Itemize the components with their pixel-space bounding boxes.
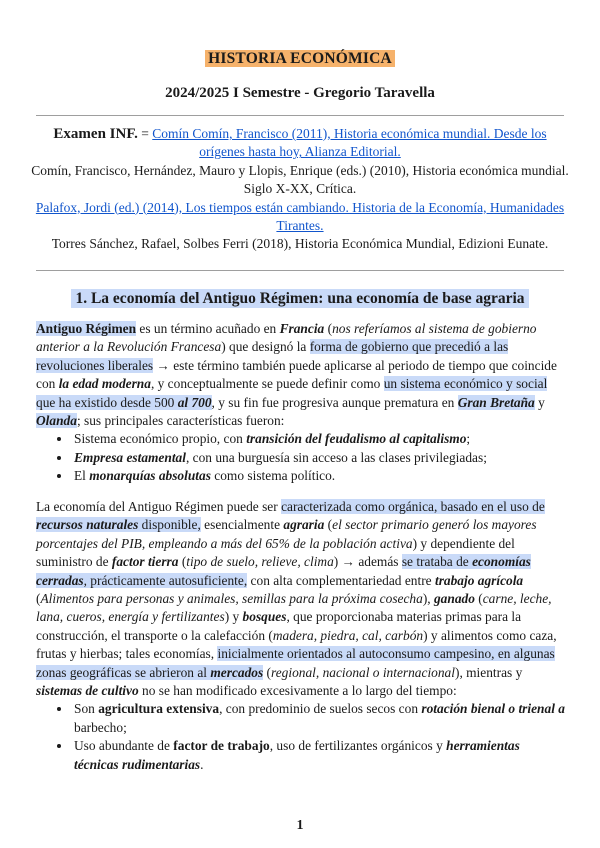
text-span: sistemas de cultivo — [36, 683, 139, 699]
text-span: , que proporcionaba materias primas para la construcción, el transporte o la calefacción ( — [36, 609, 522, 643]
text-span: el sector primario generó los mayores porcentajes del PIB, empleando a más del 65% de la población activa — [36, 517, 537, 551]
paragraph-antiguo-regimen — [36, 320, 566, 486]
text-span: ( — [178, 554, 187, 570]
text-span: ganado — [433, 591, 475, 607]
document-subtitle: 2024/2025 I Semestre - Gregorio Taravella — [165, 85, 435, 101]
text-span: barbecho; — [74, 719, 127, 735]
text-span: Antiguo Régimen — [36, 321, 137, 336]
text-span: bosques — [242, 609, 287, 625]
text-span: caracterizada como orgánica, basado en el uso de — [281, 499, 545, 514]
text-span: la edad moderna — [58, 376, 151, 392]
text-span: nos referíamos al sistema de gobierno anterior a la Revolución Francesa — [36, 321, 537, 355]
text-span: forma de gobierno que precedió a las revoluciones liberales — [36, 339, 509, 373]
page-number: 1 — [296, 818, 304, 833]
list-item — [72, 430, 566, 448]
list-item — [72, 737, 566, 774]
text-span: herramientas técnicas rudimentarias — [74, 738, 520, 772]
text-span: trabajo agrícola — [434, 572, 524, 588]
text-span: ) → además — [333, 554, 402, 570]
text-span: se trataba de — [401, 554, 473, 570]
text-span: ) y — [224, 609, 243, 625]
title-block — [0, 50, 600, 68]
text-span: El — [74, 468, 90, 484]
text-span: Francia — [279, 321, 325, 336]
text-span: ( — [324, 517, 333, 533]
text-span: Uso abundante de — [74, 738, 174, 754]
text-span: Sistema económico propio, con — [74, 431, 247, 447]
text-span: madera, piedra, cal, carbón — [272, 627, 424, 643]
text-span: transición del feudalismo al capitalismo — [246, 431, 467, 447]
text-span: carne, leche, lana, cueros, energía y fertilizantes — [36, 591, 552, 625]
section-heading: 1. La economía del Antiguo Régimen: una economía de base agraria — [71, 289, 528, 308]
reference-4: Torres Sánchez, Rafael, Solbes Ferri (2018), Historia Económica Mundial, Edizioni Eunate. — [51, 236, 549, 252]
text-span: Alimentos para personas y animales, semillas para la próxima cosecha — [40, 591, 423, 607]
list-item — [72, 449, 566, 467]
section-heading-block — [0, 290, 600, 308]
equals-sign: = — [137, 126, 153, 141]
text-span: ) que designó la — [221, 339, 310, 355]
text-span: no se han modificado excesivamente a lo largo del tiempo: — [138, 683, 457, 699]
text-span: ; — [466, 431, 471, 447]
text-span: Empresa estamental — [74, 449, 186, 465]
text-span: ), mientras y — [454, 664, 523, 680]
list-item — [72, 467, 566, 485]
text-span: factor tierra — [111, 554, 179, 570]
list-item — [72, 700, 566, 737]
reference-1 — [30, 125, 570, 162]
text-span: factor de trabajo — [173, 738, 270, 754]
text-span: al 700 — [177, 394, 212, 410]
text-span: , con predominio de suelos secos con — [219, 701, 422, 717]
text-span: disponible, — [138, 517, 201, 533]
text-span: ( — [324, 321, 333, 336]
text-span: Gran Bretaña — [457, 394, 535, 410]
text-span: ( — [36, 591, 41, 607]
text-span: regional, nacional o internacional — [271, 664, 455, 680]
text-span: recursos naturales — [36, 517, 139, 533]
document-title: HISTORIA ECONÓMICA — [205, 50, 395, 67]
text-span: , y su fin fue progresiva aunque prematura en — [211, 394, 458, 410]
references-block — [30, 125, 570, 254]
text-span: Olanda — [36, 413, 77, 429]
text-span: , con una burguesía sin acceso a las clases privilegiadas; — [185, 449, 487, 465]
text-span: es un término acuñado en — [136, 321, 280, 336]
agriculture-list — [36, 700, 566, 774]
paragraph-economia-organica — [36, 498, 566, 774]
text-span: , prácticamente autosuficiente, — [83, 572, 248, 588]
text-span: rotación bienal o trienal a — [421, 701, 565, 717]
text-span: agricultura extensiva — [98, 701, 220, 717]
divider-top — [36, 115, 564, 116]
divider-bottom — [36, 270, 564, 271]
text-span: La economía del Antiguo Régimen puede ser — [36, 499, 282, 514]
reference-link-3[interactable]: Palafox, Jordi (ed.) (2014), Los tiempos están cambiando. Historia de la Economía, Humanidades Tirantes. — [35, 199, 565, 234]
text-span: agraria — [283, 517, 325, 533]
text-span: esencialmente — [200, 517, 284, 533]
text-span: ( — [474, 591, 483, 607]
text-span: , y conceptualmente se puede definir como — [150, 376, 384, 392]
text-span: economías cerradas — [36, 554, 531, 588]
text-span: → este término también puede aplicarse al periodo de tiempo que coincide con — [36, 357, 557, 392]
text-span: ) y dependiente del suministro de — [36, 535, 515, 570]
text-span: tipo de suelo, relieve, clima — [186, 554, 334, 570]
text-span: ), — [422, 591, 434, 607]
text-span: inicialmente orientados al autoconsumo campesino, en algunas zonas geográficas se abrieron al — [36, 646, 555, 680]
exam-label: Examen INF. — [53, 126, 138, 142]
text-span: ; sus principales características fueron: — [76, 413, 285, 429]
text-span: ) y alimentos como caza, frutas y hierbas; tales economías, — [36, 627, 557, 662]
text-span: mercados — [210, 664, 264, 680]
text-span: y — [534, 394, 545, 410]
text-span: ( — [263, 664, 271, 680]
text-span: Son — [74, 701, 99, 717]
text-span: . — [200, 756, 204, 772]
text-span: un sistema económico y social que ha existido desde 500 — [36, 376, 548, 410]
text-span: monarquías absolutas — [89, 468, 211, 484]
text-span: como sistema político. — [210, 468, 336, 484]
characteristics-list — [36, 430, 566, 485]
text-span: con alta complementariedad entre — [247, 572, 435, 588]
reference-2: Comín, Francisco, Hernández, Mauro y Llopis, Enrique (eds.) (2010), Historia económica mundial. Siglo X-XX, Crítica. — [31, 162, 569, 197]
reference-link-1[interactable]: Comín Comín, Francisco (2011), Historia económica mundial. Desde los orígenes hasta hoy, Alianza Editorial. — [152, 126, 547, 160]
text-span: , uso de fertilizantes orgánicos y — [269, 738, 447, 754]
